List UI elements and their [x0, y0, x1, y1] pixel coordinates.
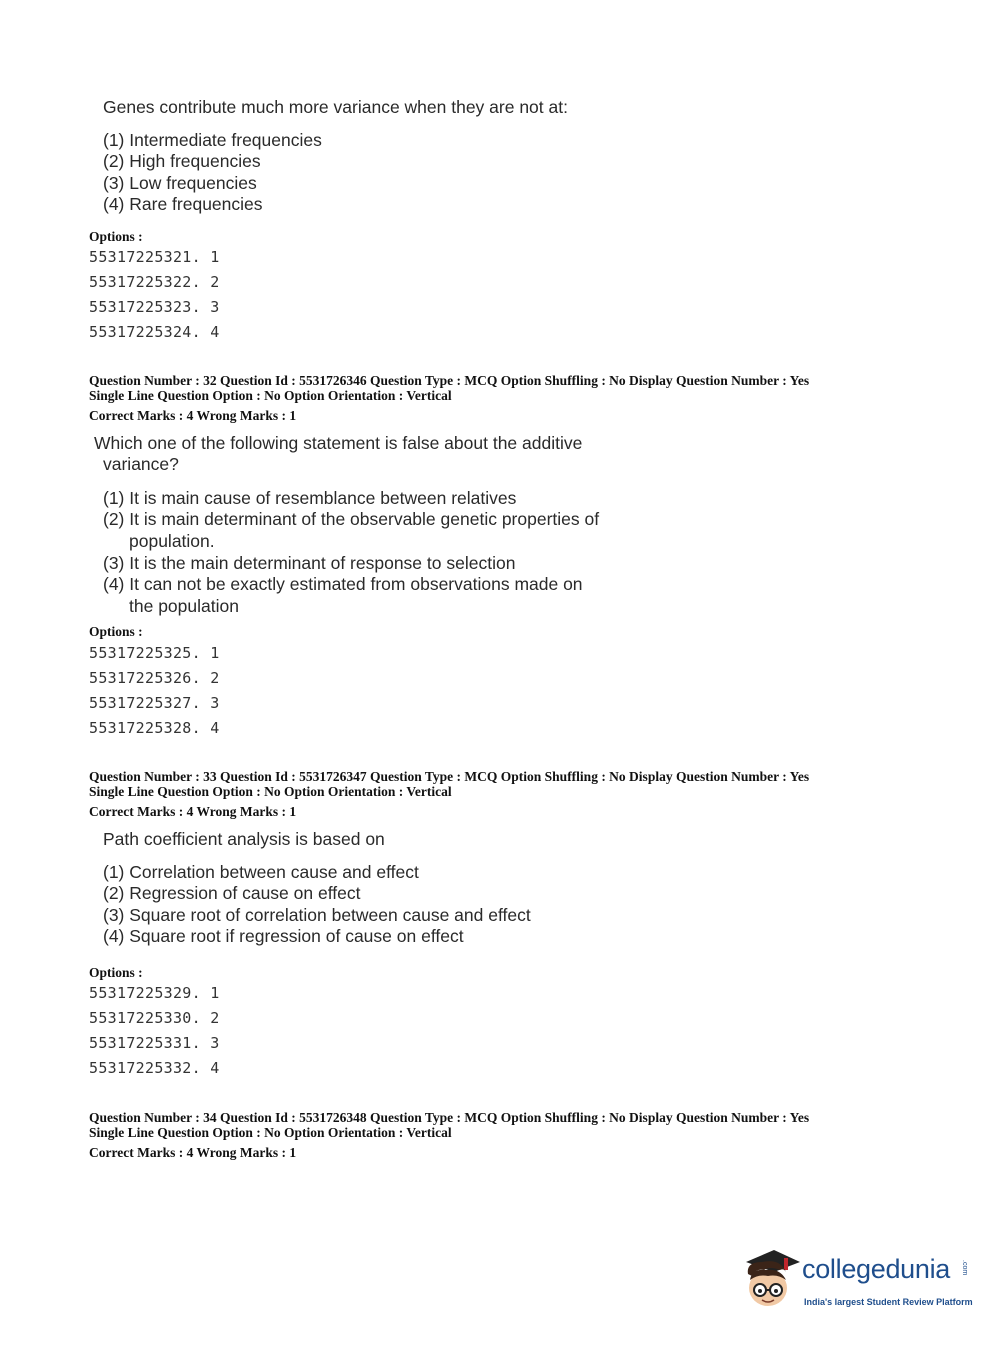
- options-label: Options :: [89, 229, 143, 244]
- student-mascot-icon: [740, 1248, 800, 1318]
- logo-wordmark: collegedunia: [802, 1254, 951, 1284]
- choice-2: (2) High frequencies: [103, 151, 261, 171]
- choice-2-cont: population.: [129, 531, 215, 551]
- question-meta-line2: Single Line Question Option : No Option Orientation : Vertical: [89, 1125, 452, 1140]
- choice-4: (4) Rare frequencies: [103, 194, 263, 214]
- choice-4: (4) It can not be exactly estimated from observations made on: [103, 574, 583, 594]
- question-marks: Correct Marks : 4 Wrong Marks : 1: [89, 1145, 297, 1160]
- option-2: 55317225322. 2: [89, 273, 220, 291]
- question-meta-line2: Single Line Question Option : No Option Orientation : Vertical: [89, 388, 452, 403]
- question-meta-line2: Single Line Question Option : No Option Orientation : Vertical: [89, 784, 452, 799]
- logo-com: .com: [961, 1260, 968, 1276]
- option-1: 55317225321. 1: [89, 248, 220, 266]
- question-marks: Correct Marks : 4 Wrong Marks : 1: [89, 804, 297, 819]
- question-text: Genes contribute much more variance when they are not at:: [103, 97, 568, 117]
- choice-3: (3) It is the main determinant of response to selection: [103, 553, 516, 573]
- choice-4-cont: the population: [129, 596, 239, 616]
- question-meta-line1: Question Number : 34 Question Id : 5531726348 Question Type : MCQ Option Shuffling : No Display Question Number : Yes: [89, 1110, 810, 1125]
- option-3: 55317225323. 3: [89, 298, 220, 316]
- option-4: 55317225332. 4: [89, 1059, 220, 1077]
- collegedunia-logo[interactable]: [740, 1248, 980, 1318]
- option-4: 55317225324. 4: [89, 323, 220, 341]
- choice-2: (2) Regression of cause on effect: [103, 883, 361, 903]
- choice-1: (1) It is main cause of resemblance between relatives: [103, 488, 517, 508]
- option-1: 55317225329. 1: [89, 984, 220, 1002]
- option-3: 55317225327. 3: [89, 694, 220, 712]
- question-marks: Correct Marks : 4 Wrong Marks : 1: [89, 408, 297, 423]
- question-meta-line1: Question Number : 32 Question Id : 5531726346 Question Type : MCQ Option Shuffling : No Display Question Number : Yes: [89, 373, 810, 388]
- choice-1: (1) Correlation between cause and effect: [103, 862, 419, 882]
- question-meta-line1: Question Number : 33 Question Id : 5531726347 Question Type : MCQ Option Shuffling : No Display Question Number : Yes: [89, 769, 810, 784]
- choice-1: (1) Intermediate frequencies: [103, 130, 322, 150]
- choice-2: (2) It is main determinant of the observable genetic properties of: [103, 509, 600, 529]
- option-3: 55317225331. 3: [89, 1034, 220, 1052]
- question-text: Path coefficient analysis is based on: [103, 829, 385, 849]
- question-text-line2: variance?: [103, 454, 179, 474]
- option-1: 55317225325. 1: [89, 644, 220, 662]
- options-label: Options :: [89, 965, 143, 980]
- question-text-line1: Which one of the following statement is false about the additive: [94, 433, 583, 453]
- choice-3: (3) Square root of correlation between cause and effect: [103, 905, 531, 925]
- choice-3: (3) Low frequencies: [103, 173, 257, 193]
- option-2: 55317225326. 2: [89, 669, 220, 687]
- logo-tagline: India's largest Student Review Platform: [804, 1297, 973, 1307]
- choice-4: (4) Square root if regression of cause on effect: [103, 926, 464, 946]
- options-label: Options :: [89, 624, 143, 639]
- option-2: 55317225330. 2: [89, 1009, 220, 1027]
- option-4: 55317225328. 4: [89, 719, 220, 737]
